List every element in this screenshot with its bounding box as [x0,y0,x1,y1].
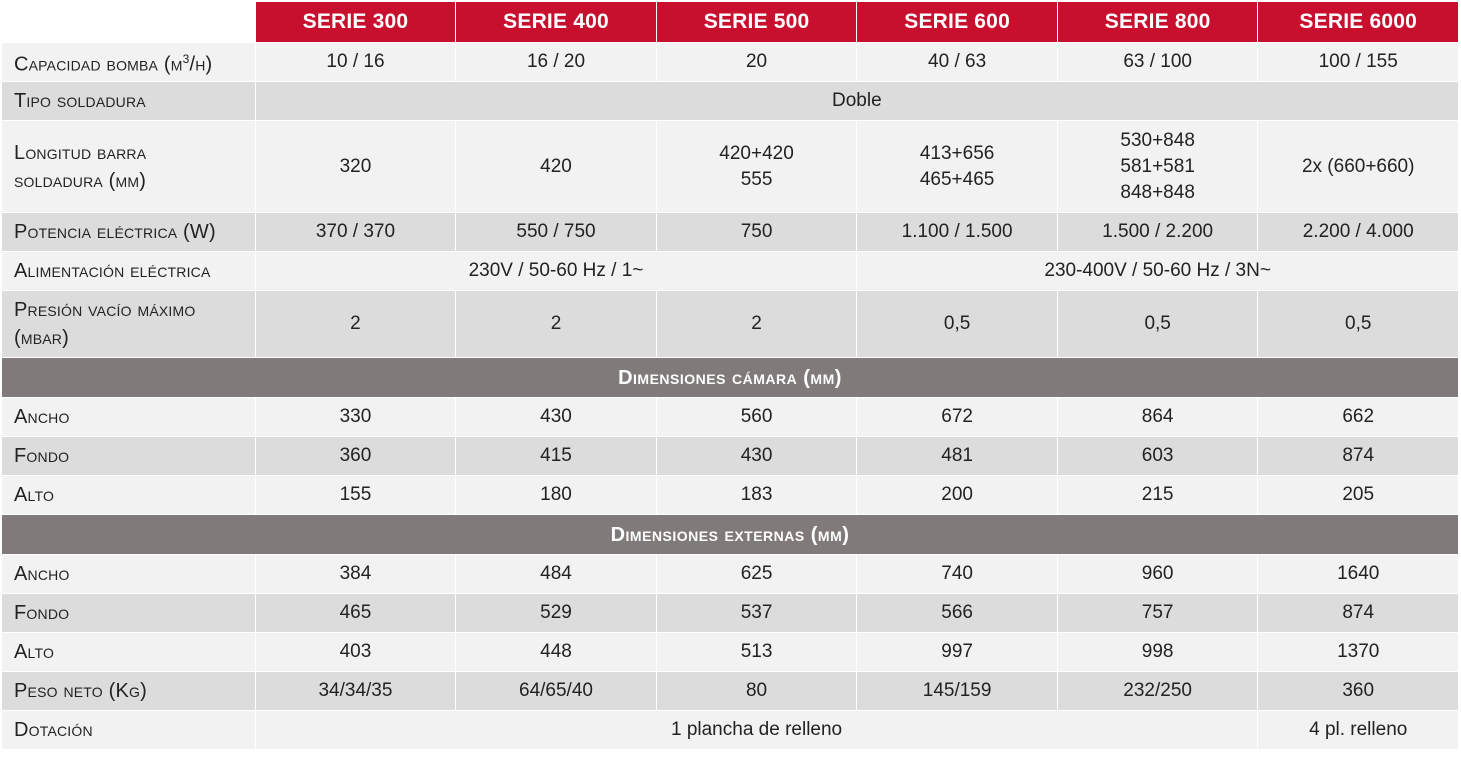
cell: 40 / 63 [857,43,1058,82]
series-header: SERIE 6000 [1258,2,1459,43]
row-longitud-barra [2,121,1459,213]
cell: 430 [456,398,657,437]
row-label: Presión vacío máximo (mbar) [2,291,256,358]
cell: 672 [857,398,1058,437]
cell: 537 [656,594,857,633]
cell: 384 [255,555,456,594]
series-header: SERIE 600 [857,2,1058,43]
cell: 603 [1057,437,1258,476]
row-label: Ancho [2,555,256,594]
cell: 2.200 / 4.000 [1258,213,1459,252]
cell: 183 [656,476,857,515]
cell: 448 [456,633,657,672]
row-label: Ancho [2,398,256,437]
header-corner [2,2,256,43]
cell: 740 [857,555,1058,594]
cell: 560 [656,398,857,437]
cell: 215 [1057,476,1258,515]
row-label: Capacidad bomba $(m^3/h)$ [2,43,256,82]
cell: 757 [1057,594,1258,633]
cell: 566 [857,594,1058,633]
cell: 1370 [1258,633,1459,672]
cell: 80 [656,672,857,711]
row-label: Alimentación eléctrica [2,252,256,291]
section-title: Dimensiones cámara (mm) [2,358,1459,398]
cell: 1.500 / 2.200 [1057,213,1258,252]
row-externas-fondo [2,594,1459,633]
series-header: SERIE 400 [456,2,657,43]
cell: 4 pl. relleno [1258,711,1459,750]
cell: 320 [255,121,456,213]
cell: 662 [1258,398,1459,437]
cell: 0,5 [1057,291,1258,358]
row-camara-alto [2,476,1459,515]
cell: 230-400V / 50-60 Hz / 3N~ [857,252,1459,291]
row-label: Fondo [2,594,256,633]
cell: 360 [1258,672,1459,711]
cell: 20 [656,43,857,82]
row-label: Tipo soldadura [2,82,256,121]
cell: 415 [456,437,657,476]
cell: 2 [255,291,456,358]
row-externas-ancho [2,555,1459,594]
cell: 100 / 155 [1258,43,1459,82]
cell: 750 [656,213,857,252]
cell: 180 [456,476,657,515]
cell: 63 / 100 [1057,43,1258,82]
cell: 513 [656,633,857,672]
section-camara [2,358,1459,398]
series-header: SERIE 800 [1057,2,1258,43]
cell: 0,5 [857,291,1058,358]
row-label: Dotación [2,711,256,750]
cell: 413+656 465+465 [857,121,1058,213]
cell: Doble [255,82,1458,121]
row-label: Alto [2,633,256,672]
header-row [2,2,1459,43]
cell: 1640 [1258,555,1459,594]
cell: 155 [255,476,456,515]
cell: 200 [857,476,1058,515]
superscript: 3 [182,52,190,67]
cell: 10 / 16 [255,43,456,82]
section-externas [2,515,1459,555]
row-camara-ancho [2,398,1459,437]
cell: 864 [1057,398,1258,437]
row-camara-fondo [2,437,1459,476]
row-peso [2,672,1459,711]
row-label: Fondo [2,437,256,476]
row-label: Potencia eléctrica (W) [2,213,256,252]
cell: 330 [255,398,456,437]
cell: 34/34/35 [255,672,456,711]
cell: 145/159 [857,672,1058,711]
row-potencia [2,213,1459,252]
cell: 550 / 750 [456,213,657,252]
row-label: Alto [2,476,256,515]
cell: 2x (660+660) [1258,121,1459,213]
cell: 420+420 555 [656,121,857,213]
cell: 874 [1258,437,1459,476]
row-dotacion [2,711,1459,750]
row-label: Peso neto (Kg) [2,672,256,711]
cell: 529 [456,594,657,633]
row-alimentacion [2,252,1459,291]
cell: 232/250 [1057,672,1258,711]
series-header: SERIE 300 [255,2,456,43]
cell: 2 [656,291,857,358]
cell: 230V / 50-60 Hz / 1~ [255,252,857,291]
cell: 481 [857,437,1058,476]
cell: 420 [456,121,657,213]
cell: 1.100 / 1.500 [857,213,1058,252]
cell: 530+848 581+581 848+848 [1057,121,1258,213]
row-label: Longitud barra soldadura (mm) [2,121,256,213]
cell: 205 [1258,476,1459,515]
cell: 465 [255,594,456,633]
cell: 64/65/40 [456,672,657,711]
row-capacidad [2,43,1459,82]
row-presion [2,291,1459,358]
cell: 484 [456,555,657,594]
cell: 625 [656,555,857,594]
cell: 998 [1057,633,1258,672]
cell: 997 [857,633,1058,672]
cell: 16 / 20 [456,43,657,82]
cell: 430 [656,437,857,476]
row-externas-alto [2,633,1459,672]
spec-table [1,1,1459,750]
section-title: Dimensiones externas (mm) [2,515,1459,555]
series-header: SERIE 500 [656,2,857,43]
cell: 360 [255,437,456,476]
cell: 2 [456,291,657,358]
row-tipo-soldadura [2,82,1459,121]
cell: 960 [1057,555,1258,594]
cell: 370 / 370 [255,213,456,252]
cell: 403 [255,633,456,672]
cell: 0,5 [1258,291,1459,358]
cell: 874 [1258,594,1459,633]
cell: 1 plancha de relleno [255,711,1258,750]
